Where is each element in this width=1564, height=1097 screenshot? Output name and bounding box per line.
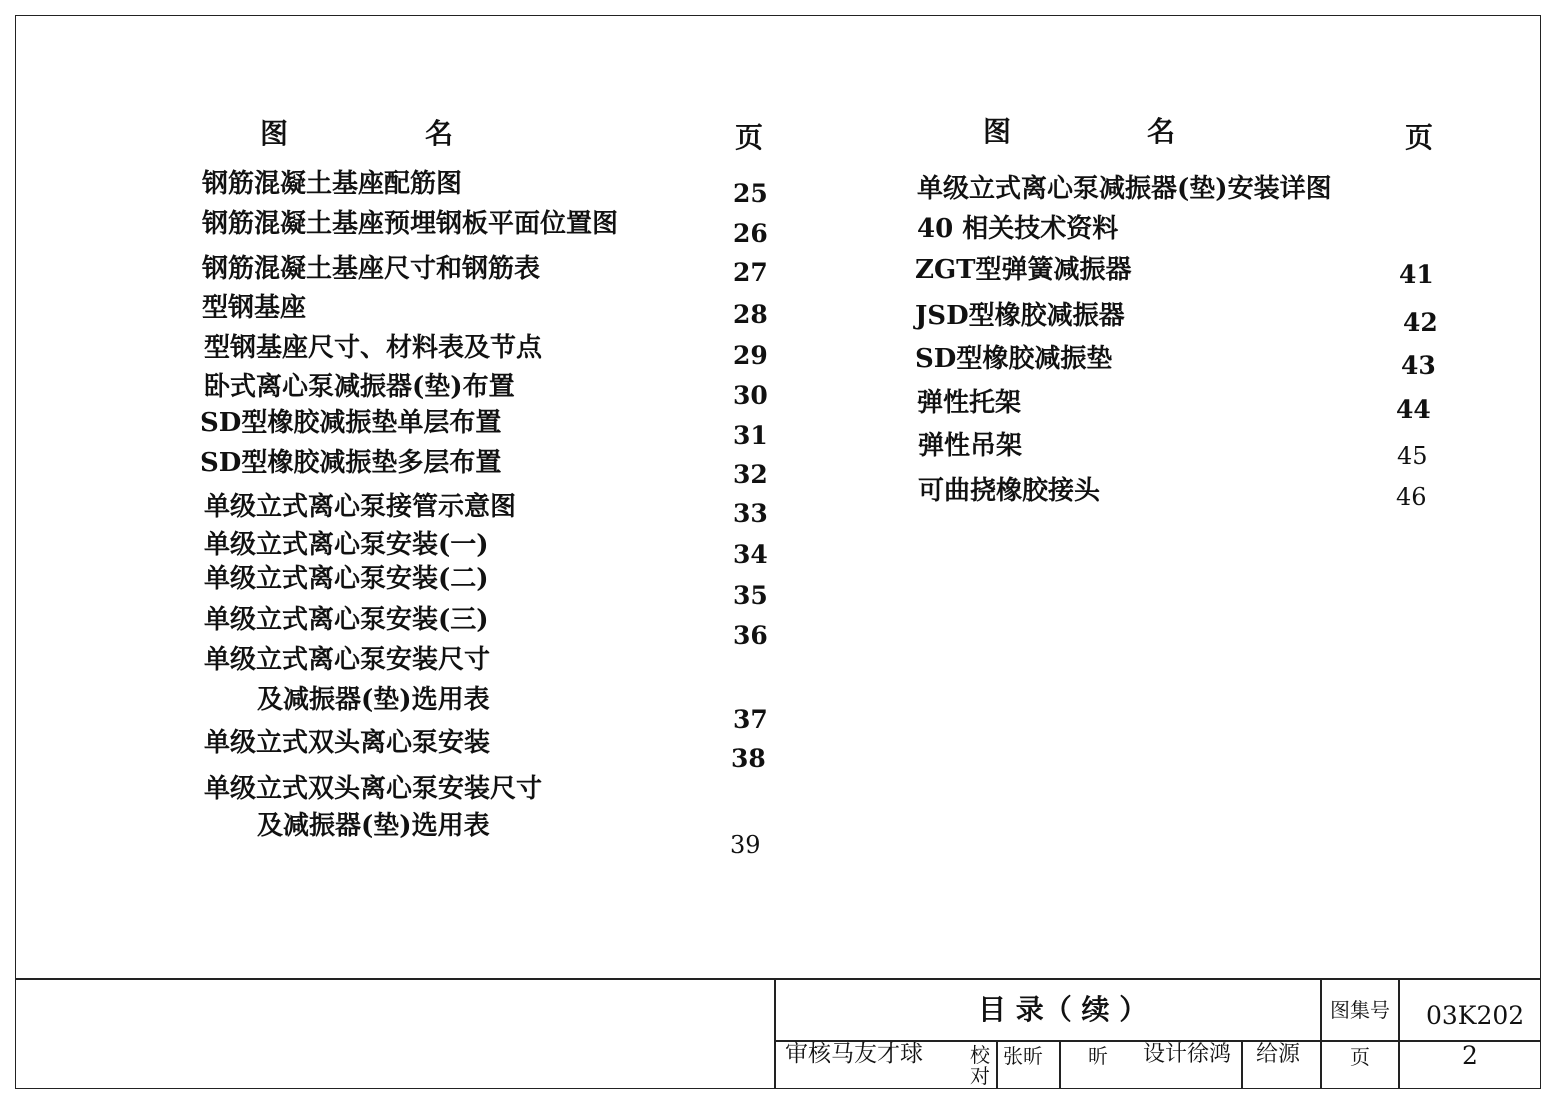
left-entry-title: 单级立式离心泵安装(三) (204, 605, 489, 635)
check-name: 张昕 (1003, 1044, 1043, 1068)
right-header-ming: 名 (1147, 115, 1176, 148)
right-entry-page: 44 (1396, 395, 1431, 424)
left-entry-page: 32 (733, 460, 768, 489)
left-entry-title: 型钢基座 (202, 293, 307, 323)
left-entry-title: 钢筋混凝土基座尺寸和钢筋表 (202, 254, 541, 284)
review-signature: 审核马友才球 (785, 1041, 923, 1067)
right-entry-page: 41 (1399, 260, 1434, 289)
page-label: 页 (1350, 1045, 1370, 1069)
title-block-divider (1320, 978, 1322, 1089)
check-signature: 昕 (1088, 1044, 1108, 1068)
title-block-top-rule (15, 978, 1541, 980)
left-entry-page: 25 (733, 179, 768, 208)
right-entry-page: 45 (1397, 442, 1428, 470)
atlas-number: 03K202 (1426, 1001, 1525, 1030)
left-entry-title: 单级立式离心泵接管示意图 (204, 492, 517, 522)
left-entry-page: 27 (733, 258, 768, 287)
title-block-divider (996, 1040, 998, 1089)
left-entry-title: 卧式离心泵减振器(垫)布置 (204, 372, 515, 402)
left-entry-page: 38 (731, 744, 766, 773)
left-header-tu: 图 (260, 117, 289, 150)
left-entry-title: SD型橡胶减振垫单层布置 (200, 408, 502, 438)
title-block-divider (774, 978, 776, 1089)
left-entry-title: SD型橡胶减振垫多层布置 (200, 448, 502, 478)
left-entry-title: 单级立式双头离心泵安装尺寸 (204, 774, 543, 804)
right-entry-title: 弹性托架 (917, 388, 1022, 418)
left-entry-title: 单级立式双头离心泵安装 (204, 728, 491, 758)
left-entry-page: 34 (733, 540, 768, 569)
right-header-tu: 图 (983, 115, 1012, 148)
left-entry-title-line2: 及减振器(垫)选用表 (257, 811, 490, 841)
left-entry-page: 35 (733, 581, 768, 610)
left-entry-title-line2: 及减振器(垫)选用表 (257, 685, 490, 715)
right-entry-page: 46 (1396, 483, 1427, 511)
right-entry-title: SD型橡胶减振垫 (915, 344, 1113, 374)
left-entry-page: 29 (733, 341, 768, 370)
title-block-divider (1398, 978, 1400, 1089)
left-entry-page: 37 (733, 705, 768, 734)
left-header-ming: 名 (425, 117, 454, 150)
left-header-ye: 页 (735, 121, 764, 154)
left-entry-page: 33 (733, 499, 768, 528)
left-entry-title: 单级立式离心泵安装(一) (204, 530, 489, 560)
left-entry-page: 31 (733, 421, 768, 450)
left-entry-title: 钢筋混凝土基座预埋钢板平面位置图 (202, 209, 619, 239)
right-entry-title: ZGT型弹簧减振器 (915, 255, 1132, 285)
right-entry-page: 43 (1401, 351, 1436, 380)
right-header-ye: 页 (1405, 121, 1434, 154)
left-entry-page: 39 (730, 831, 761, 859)
drawing-title: 目 录（ 续 ） (978, 993, 1148, 1026)
design-signature: 设计徐鸿 (1143, 1042, 1232, 1067)
right-entry-page: 42 (1403, 308, 1438, 337)
title-block-divider (1059, 1040, 1061, 1089)
design-sign: 给源 (1256, 1042, 1301, 1067)
right-entry-title: 单级立式离心泵减振器(垫)安装详图 (917, 174, 1332, 204)
right-entry-title: JSD型橡胶减振器 (915, 301, 1125, 331)
right-entry-title: 弹性吊架 (918, 431, 1023, 461)
left-entry-page: 28 (733, 300, 768, 329)
left-entry-title: 单级立式离心泵安装尺寸 (204, 645, 491, 675)
left-entry-title: 单级立式离心泵安装(二) (204, 564, 489, 594)
left-entry-title: 钢筋混凝土基座配筋图 (202, 169, 463, 199)
left-entry-page: 36 (733, 621, 768, 650)
left-entry-page: 30 (733, 381, 768, 410)
title-block-divider (1241, 1040, 1243, 1089)
left-entry-title: 型钢基座尺寸、材料表及节点 (204, 333, 543, 363)
right-entry-title: 可曲挠橡胶接头 (918, 476, 1101, 506)
check-label: 校对 (970, 1043, 990, 1088)
page-number: 2 (1462, 1041, 1478, 1070)
left-entry-page: 26 (733, 219, 768, 248)
atlas-label: 图集号 (1330, 998, 1390, 1022)
right-entry-title: 40 相关技术资料 (917, 214, 1119, 244)
